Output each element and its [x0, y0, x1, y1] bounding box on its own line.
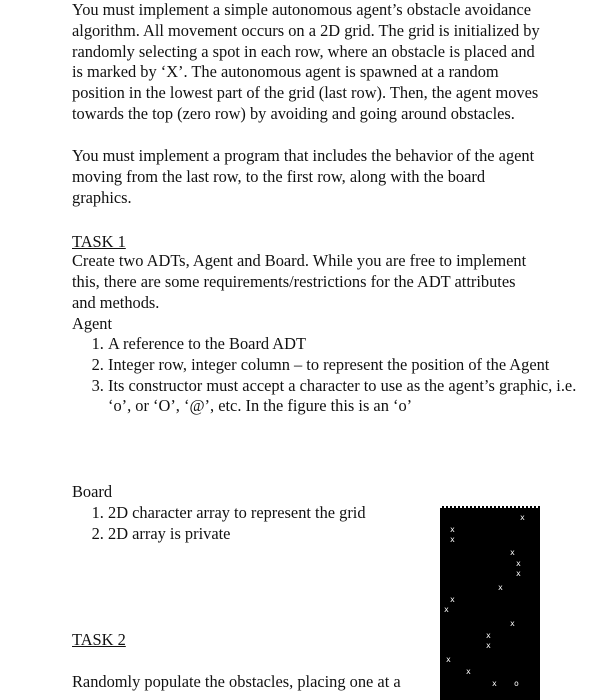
agent-requirements-list	[72, 334, 578, 417]
list-item: 2. 2D array is private	[108, 524, 438, 545]
obstacle-marker: x	[516, 559, 521, 568]
agent-marker: o	[514, 679, 519, 688]
obstacle-marker: x	[450, 535, 455, 544]
task1-description: Create two ADTs, Agent and Board. While you are free to implement this, there are some requirements/restrictions for the ADT attributes and methods.	[72, 251, 527, 312]
obstacle-marker: x	[510, 619, 515, 628]
intro-paragraph: You must implement a simple autonomous agent’s obstacle avoidance algorithm. All movement occurs on a 2D grid. The grid is initialized by randomly selecting a spot in each row, where an obstacle is placed and is marked by ‘X’. The autonomous agent is spawned at a random position in the lowest part of the grid (last row). Then, the agent moves towards the top (zero row) by avoiding and going around obstacles.	[72, 0, 540, 123]
list-item: 1. 2D character array to represent the grid	[108, 503, 438, 524]
obstacle-marker: x	[516, 569, 521, 578]
obstacle-marker: x	[444, 605, 449, 614]
task2-description: Randomly populate the obstacles, placing one at a	[72, 672, 401, 691]
task2-heading: TASK 2	[72, 630, 126, 649]
obstacle-marker: x	[520, 513, 525, 522]
grid-top-border	[440, 506, 540, 508]
obstacle-marker: x	[446, 655, 451, 664]
obstacle-marker: x	[486, 631, 491, 640]
list-item: 3. Its constructor must accept a character to use as the agent’s graphic, i.e. ‘o’, or ‘O’, ‘@’, etc. In the figure this is an ‘o’	[108, 376, 578, 418]
list-item: 1. A reference to the Board ADT	[108, 334, 578, 355]
obstacle-marker: x	[498, 583, 503, 592]
list-item: 2. Integer row, integer column – to represent the position of the Agent	[108, 355, 578, 376]
board-label: Board	[72, 482, 113, 501]
task1-heading: TASK 1	[72, 232, 126, 251]
obstacle-marker: x	[450, 595, 455, 604]
obstacle-marker: x	[486, 641, 491, 650]
obstacle-marker: x	[450, 525, 455, 534]
obstacle-marker: x	[466, 667, 471, 676]
intro-paragraph-2: You must implement a program that includes the behavior of the agent moving from the last row, to the first row, along with the board graphics.	[72, 146, 535, 207]
board-requirements-list	[72, 503, 438, 545]
obstacle-marker: x	[492, 679, 497, 688]
obstacle-marker: x	[510, 548, 515, 557]
agent-label: Agent	[72, 314, 113, 333]
board-grid-figure	[440, 506, 540, 700]
